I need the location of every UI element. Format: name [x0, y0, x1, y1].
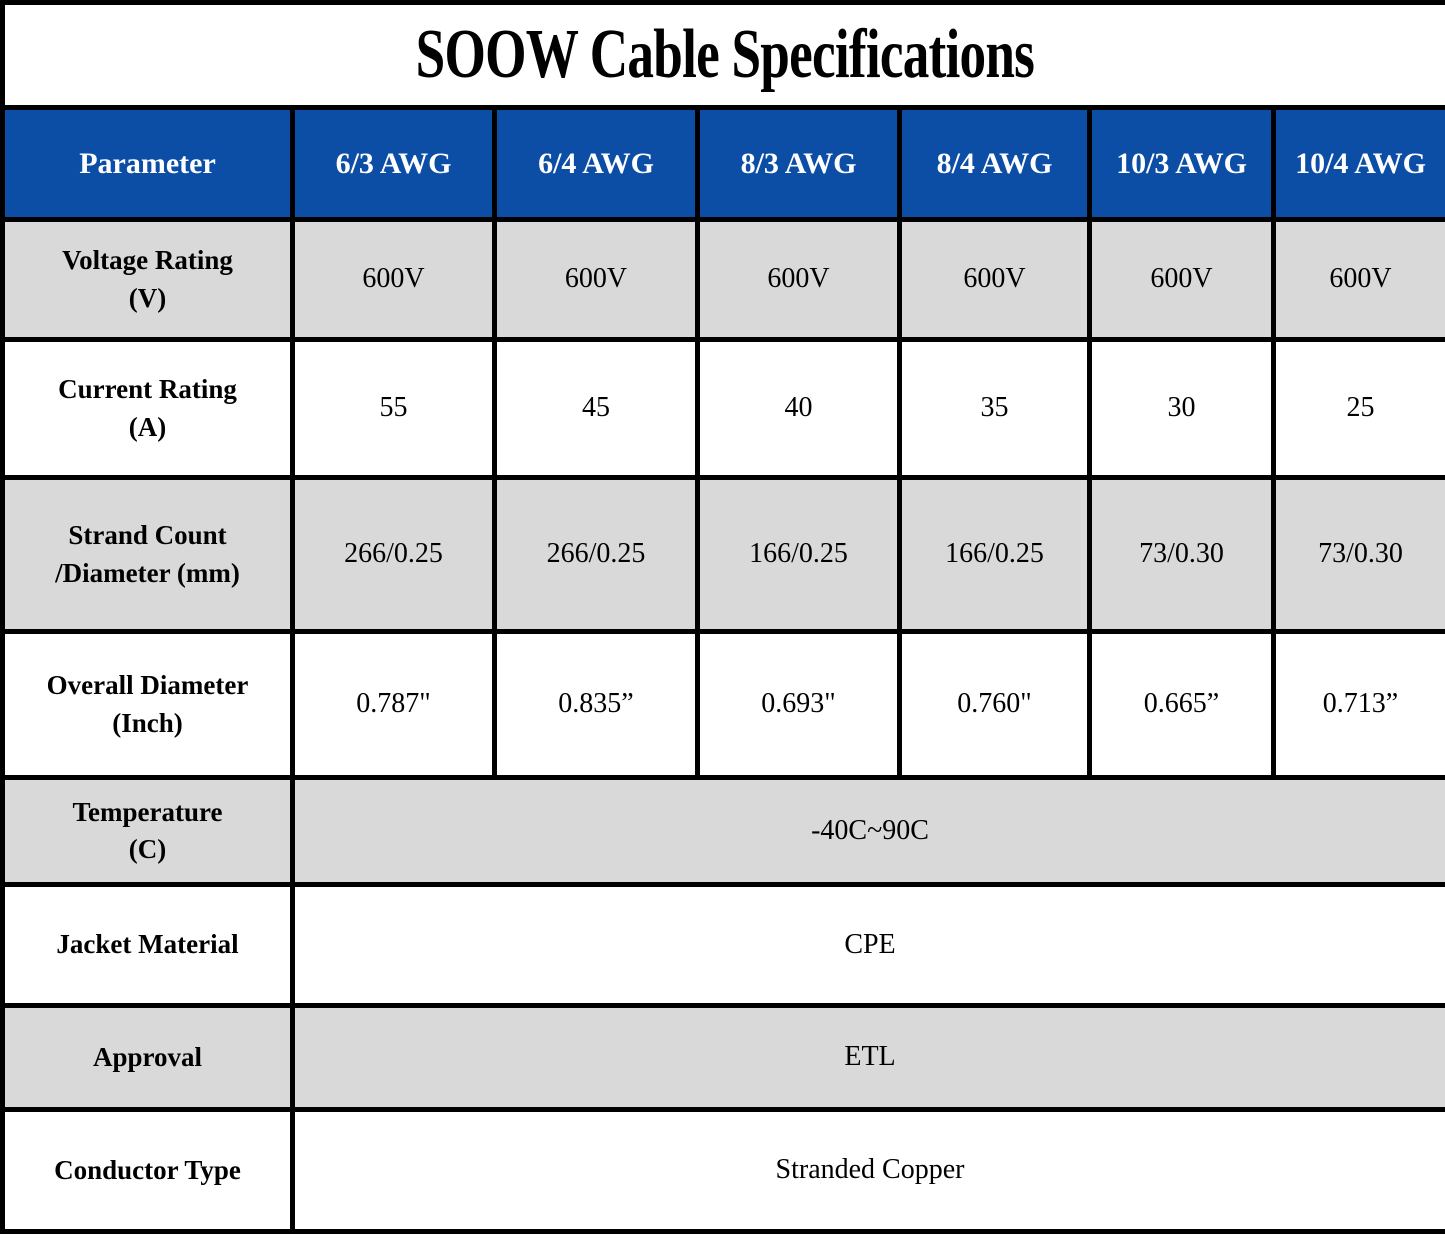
value-cell: 0.760": [900, 632, 1090, 778]
row-label-line1: Approval: [92, 1041, 203, 1072]
row-label-line1: Jacket Material: [56, 929, 239, 960]
row-label-line1: Overall Diameter: [46, 670, 249, 701]
value-cell: 30: [1090, 340, 1274, 478]
value-cell-span: ETL: [293, 1006, 1445, 1110]
row-label-line2: (Inch): [112, 707, 183, 738]
table-row-conductor-type: [3, 1110, 1445, 1232]
value-cell-span: -40C~90C: [293, 778, 1445, 885]
value-cell: 25: [1274, 340, 1445, 478]
value-cell: 600V: [1090, 220, 1274, 340]
row-label-overall-diameter: [3, 632, 293, 778]
table-row-temperature: [3, 778, 1445, 885]
column-header-8-3-awg: 8/3 AWG: [698, 108, 900, 220]
title-row: [3, 3, 1445, 108]
value-cell: 73/0.30: [1090, 478, 1274, 632]
table-row-strand-count: [3, 478, 1445, 632]
value-cell: 600V: [900, 220, 1090, 340]
row-label-temperature: [3, 778, 293, 885]
table-row-overall-diameter: [3, 632, 1445, 778]
row-label-voltage-rating: [3, 220, 293, 340]
row-label-line1: Strand Count: [68, 520, 227, 551]
table-row-voltage-rating: [3, 220, 1445, 340]
value-cell: 55: [293, 340, 495, 478]
column-header-10-3-awg: 10/3 AWG: [1090, 108, 1274, 220]
row-label-line1: Temperature: [72, 796, 223, 827]
value-cell: 0.835”: [495, 632, 698, 778]
row-label-line1: Voltage Rating: [62, 245, 233, 276]
page-title: SOOW Cable Specifications: [415, 16, 1035, 93]
column-header-parameter: Parameter: [3, 108, 293, 220]
value-cell-span: Stranded Copper: [293, 1110, 1445, 1232]
value-cell: 266/0.25: [293, 478, 495, 632]
row-label-line2: /Diameter (mm): [55, 557, 240, 588]
value-cell: 73/0.30: [1274, 478, 1445, 632]
value-cell: 600V: [698, 220, 900, 340]
column-header-6-3-awg: 6/3 AWG: [293, 108, 495, 220]
value-cell: 0.787": [293, 632, 495, 778]
value-cell-span: CPE: [293, 885, 1445, 1006]
row-label-jacket-material: [3, 885, 293, 1006]
value-cell: 600V: [1274, 220, 1445, 340]
row-label-line2: (A): [128, 411, 167, 442]
value-cell: 600V: [293, 220, 495, 340]
column-header-10-4-awg: 10/4 AWG: [1274, 108, 1445, 220]
row-label-line2: (C): [128, 834, 167, 864]
table-row-approval: [3, 1006, 1445, 1110]
value-cell: 0.713”: [1274, 632, 1445, 778]
value-cell: 40: [698, 340, 900, 478]
value-cell: 35: [900, 340, 1090, 478]
value-cell: 45: [495, 340, 698, 478]
row-label-line1: Conductor Type: [54, 1154, 241, 1185]
row-label-approval: [3, 1006, 293, 1110]
row-label-current-rating: [3, 340, 293, 478]
title-cell: [3, 3, 1445, 108]
value-cell: 166/0.25: [698, 478, 900, 632]
row-label-strand-count: [3, 478, 293, 632]
row-label-line1: Current Rating: [58, 374, 237, 405]
header-row: [3, 108, 1445, 220]
value-cell: 0.665”: [1090, 632, 1274, 778]
table-row-jacket-material: [3, 885, 1445, 1006]
row-label-line2: (V): [128, 282, 167, 313]
column-header-8-4-awg: 8/4 AWG: [900, 108, 1090, 220]
value-cell: 266/0.25: [495, 478, 698, 632]
row-label-conductor-type: [3, 1110, 293, 1232]
value-cell: 0.693": [698, 632, 900, 778]
column-header-6-4-awg: 6/4 AWG: [495, 108, 698, 220]
table-row-current-rating: [3, 340, 1445, 478]
value-cell: 166/0.25: [900, 478, 1090, 632]
value-cell: 600V: [495, 220, 698, 340]
